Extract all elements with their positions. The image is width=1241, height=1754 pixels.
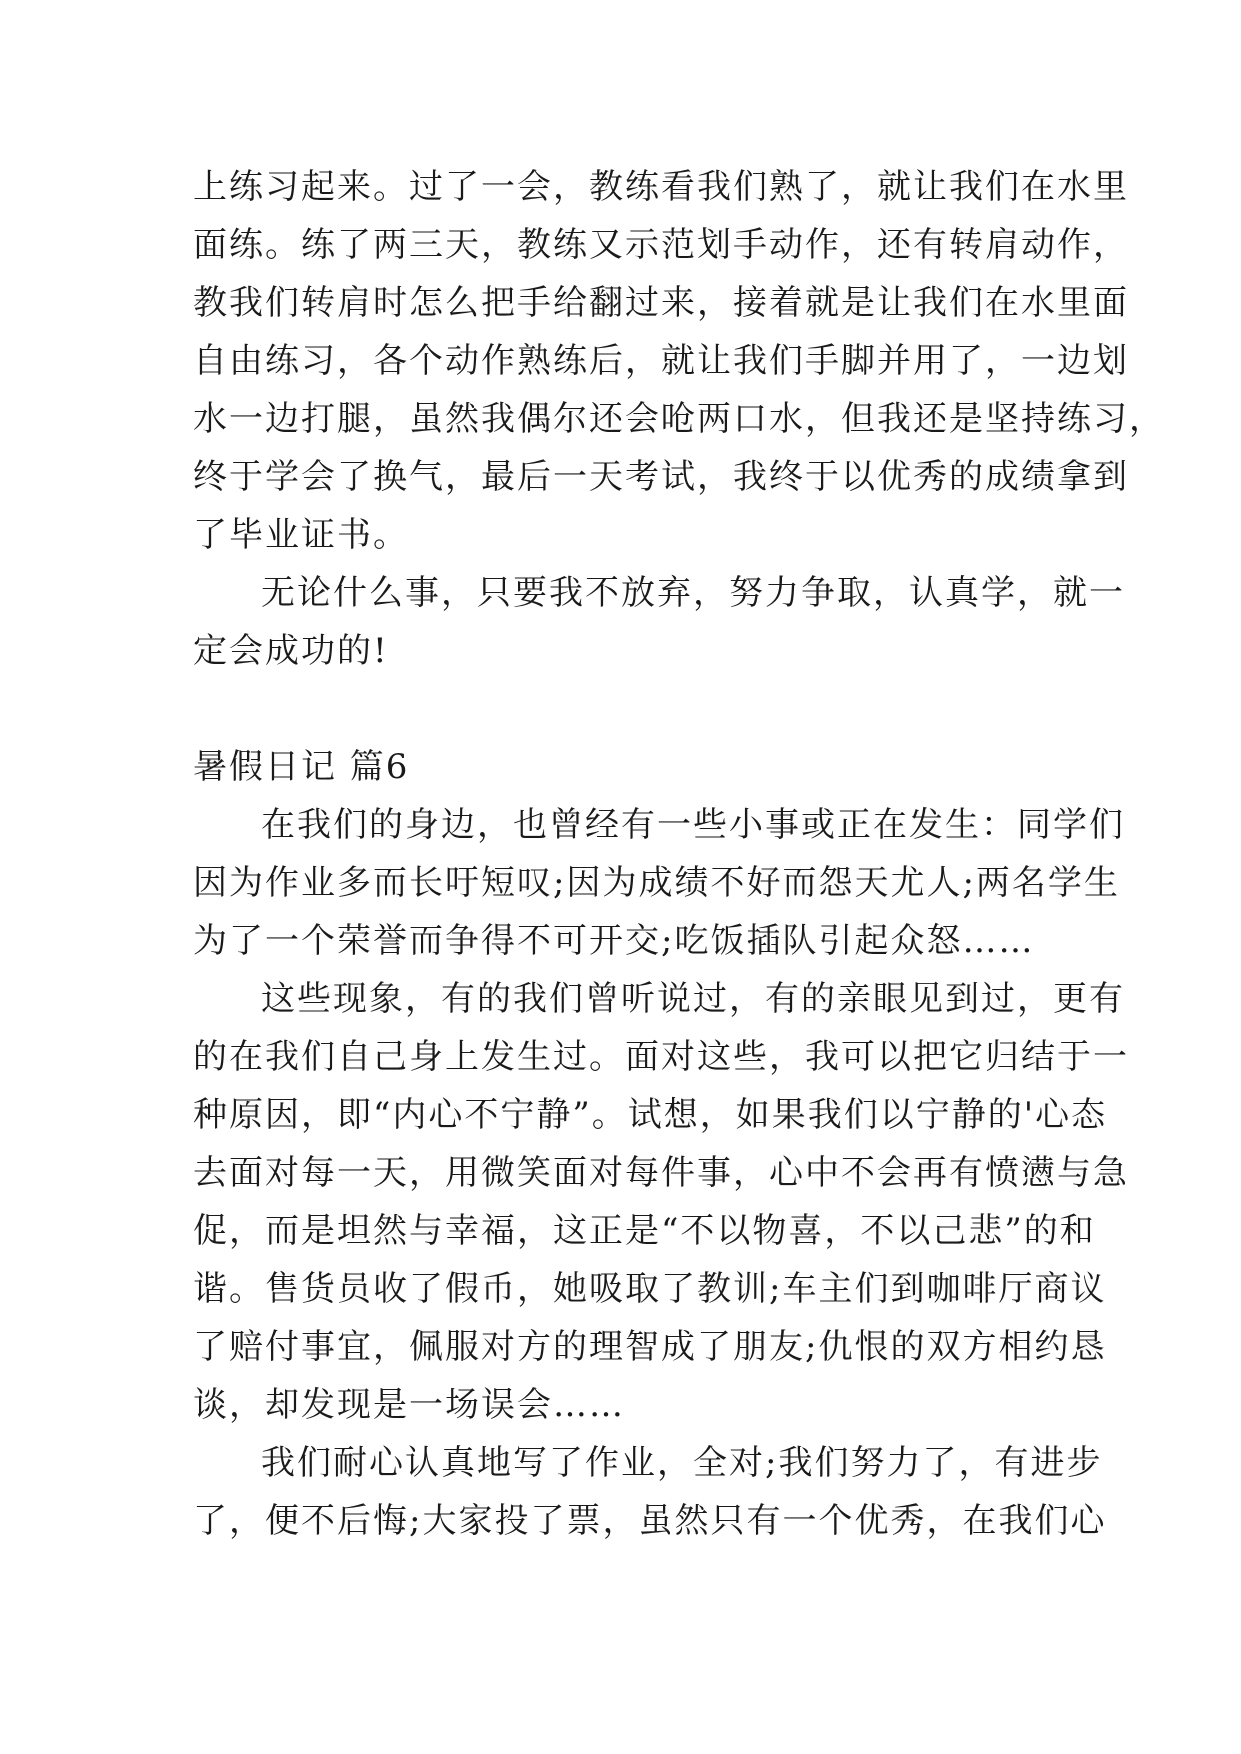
text-line: 因为作业多而长吁短叹;因为成绩不好而怨天尤人;两名学生 xyxy=(193,863,1120,903)
paragraph-2 xyxy=(193,970,1129,1434)
text-line: 了，便不后悔;大家投了票，虽然只有一个优秀，在我们心 xyxy=(193,1501,1107,1541)
text-line: 在我们的身边，也曾经有一些小事或正在发生：同学们 xyxy=(261,805,1125,845)
text-line: 教我们转肩时怎么把手给翻过来，接着就是让我们在水里面 xyxy=(193,283,1129,323)
text-line: 上练习起来。过了一会，教练看我们熟了，就让我们在水里 xyxy=(193,167,1129,207)
section-title: 暑假日记 篇6 xyxy=(193,747,410,787)
text-line: 终于学会了换气，最后一天考试，我终于以优秀的成绩拿到 xyxy=(193,457,1129,497)
text-line: 自由练习，各个动作熟练后，就让我们手脚并用了，一边划 xyxy=(193,341,1129,381)
text-line: 无论什么事，只要我不放弃，努力争取，认真学，就一 xyxy=(261,573,1125,613)
text-line: 定会成功的! xyxy=(193,631,389,671)
text-line: 谈，却发现是一场误会…… xyxy=(193,1385,625,1425)
text-line: 这些现象，有的我们曾听说过，有的亲眼见到过，更有 xyxy=(261,979,1125,1019)
text-line: 去面对每一天，用微笑面对每件事，心中不会再有愤懑与急 xyxy=(193,1153,1129,1193)
paragraph-swimming-story xyxy=(193,158,1165,564)
paragraph-conclusion xyxy=(193,564,1125,680)
text-line: 面练。练了两三天，教练又示范划手动作，还有转肩动作， xyxy=(193,225,1129,265)
text-line: 我们耐心认真地写了作业，全对;我们努力了，有进步 xyxy=(261,1443,1103,1483)
text-line: 的在我们自己身上发生过。面对这些，我可以把它归结于一 xyxy=(193,1037,1129,1077)
text-line: 了赔付事宜，佩服对方的理智成了朋友;仇恨的双方相约恳 xyxy=(193,1327,1107,1367)
text-line: 水一边打腿，虽然我偶尔还会呛两口水，但我还是坚持练习， xyxy=(193,399,1165,439)
text-line: 为了一个荣誉而争得不可开交;吃饭插队引起众怒…… xyxy=(193,921,1035,961)
paragraph-3 xyxy=(193,1434,1107,1550)
text-line: 促，而是坦然与幸福，这正是“不以物喜，不以己悲”的和 xyxy=(193,1211,1096,1251)
document-body xyxy=(193,158,1165,1550)
paragraph-1 xyxy=(193,796,1125,970)
text-line: 谐。售货员收了假币，她吸取了教训;车主们到咖啡厅商议 xyxy=(193,1269,1107,1309)
text-line: 了毕业证书。 xyxy=(193,515,409,555)
text-line: 种原因，即“内心不宁静”。试想，如果我们以宁静的'心态 xyxy=(193,1095,1108,1135)
